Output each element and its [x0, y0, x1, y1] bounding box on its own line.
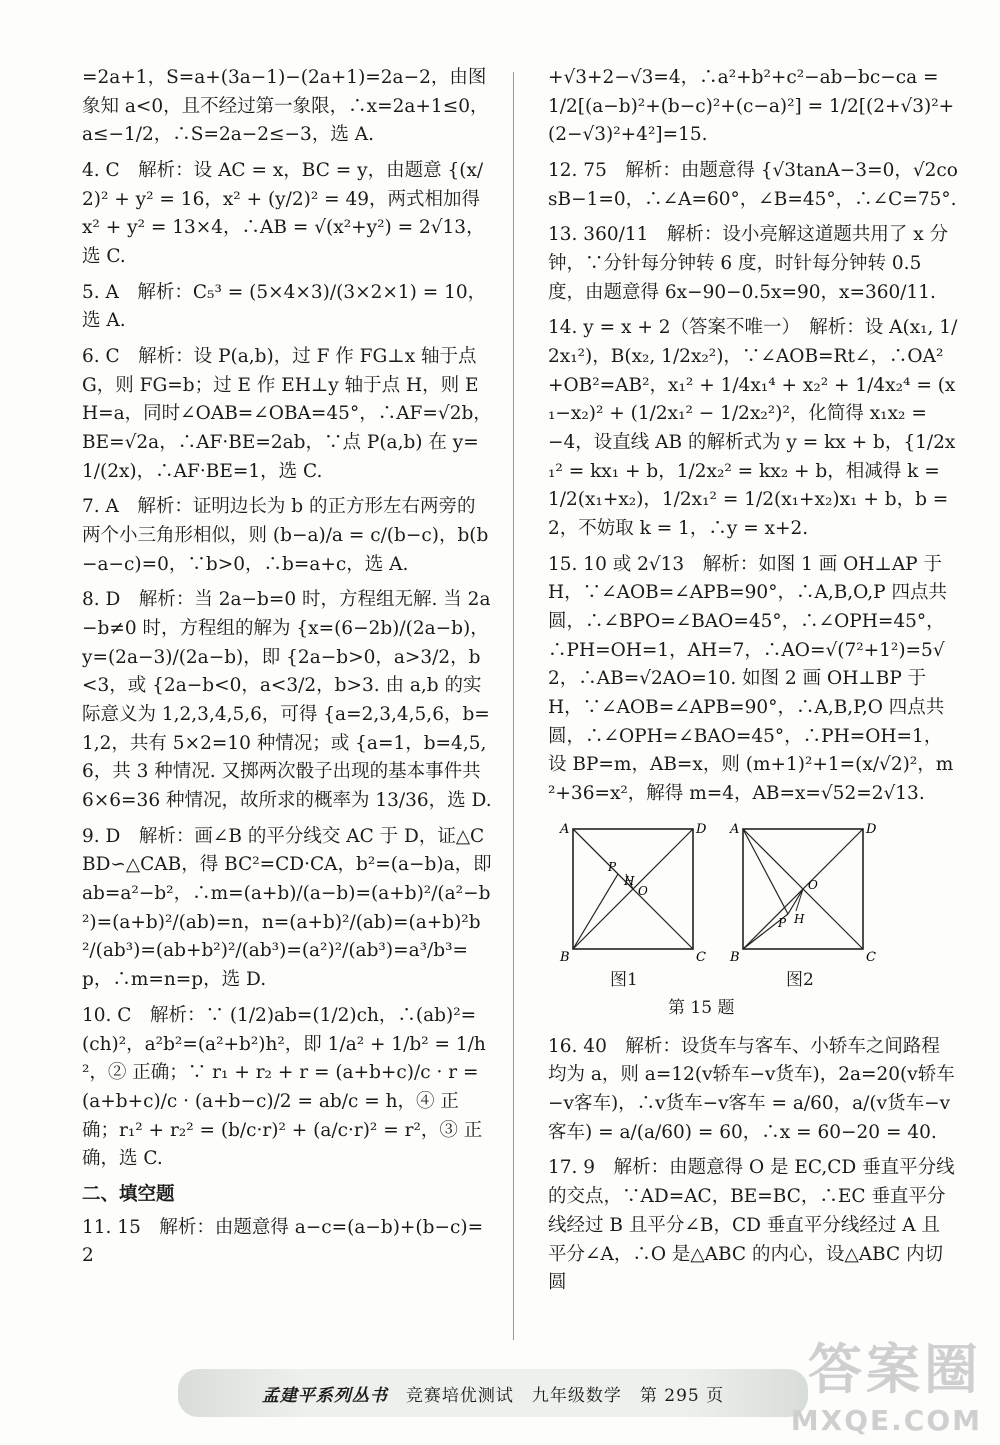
- figure-1-caption: 图1: [610, 969, 638, 990]
- fig1-label-A: A: [560, 821, 570, 837]
- watermark: [791, 1327, 982, 1437]
- watermark-logo-text: 答案圈: [808, 1338, 982, 1401]
- fig1-label-B: B: [560, 949, 570, 964]
- solution-15: 15. 10 或 2√13 解析：如图 1 画 OH⊥AP 于 H，∵∠AOB=∠APB=90°，∴A,B,O,P 四点共圆，∴∠BPO=∠BAO=45°，∴∠OPH=45°，∴PH=OH=1，AH=7，∴AO=√(7²+1²)=5√2，∴AB=√2AO=10. 如图 2 画 OH⊥BP 于 H，∵∠AOB=∠APB=90°，∴A,B,P,O 四点共圆，∴∠OPH=∠BAO=45°，∴PH=OH=1，设 BP=m，AB=x，则 (m+1)²+1=(x/√2)²，m²+36=x²，解得 m=4，AB=x=√52=2√13.: [548, 553, 954, 805]
- solution-4: 4. C 解析：设 AC = x，BC = y，由题意 {(x/2)² + y² = 16，x² + (y/2)² = 49，两式相加得 x² + y² = 13×4，∴AB = √(x²+y²) = 2√13，选 C.: [82, 160, 485, 268]
- footer-grade: 九年级数学: [531, 1385, 622, 1406]
- fig2-label-D: D: [866, 821, 877, 837]
- solution-14: 14. y = x + 2（答案不唯一） 解析：设 A(x₁, 1/2x₁²)，B(x₂, 1/2x₂²)，∵∠AOB=Rt∠，∴OA²+OB²=AB²，x₁² + 1/4x₁⁴ + x₂² + 1/4x₂⁴ = (x₁−x₂)² + (1/2x₁² − 1/2x₂²)²，化简得 x₁x₂ = −4，设直线 AB 的解析式为 y = kx + b，{1/2x₁² = kx₁ + b，1/2x₂² = kx₂ + b，相减得 k = 1/2(x₁+x₂)，1/2x₁² = 1/2(x₁+x₂)x₁ + b，b = 2，不妨取 k = 1，∴y = x+2.: [548, 317, 958, 540]
- solution-8: 8. D 解析：当 2a−b=0 时，方程组无解. 当 2a−b≠0 时，方程组的解为 {x=(6−2b)/(2a−b)，y=(2a−3)/(2a−b)，即 {2a−b>0，a>3/2，b<3，或 {2a−b<0，a<3/2，b>3. 由 a,b 的实际意义为 1,2,3,4,5,6，可得 {a=2,3,4,5,6，b=1,2，共有 5×2=10 种情况；或 {a=1，b=4,5,6，共 3 种情况. 又掷两次骰子出现的基本事件共 6×6=36 种情况，故所求的概率为 13/36，选 D.: [82, 589, 492, 812]
- footer-book-title: 竞赛培优测试: [405, 1385, 514, 1406]
- page-footer: [178, 1369, 808, 1417]
- solution-7: 7. A 解析：证明边长为 b 的正方形左右两旁的两个小三角形相似，则 (b−a)/a = c/(b−c)，b(b−a−c)=0，∵b>0，∴b=a+c，选 A.: [82, 496, 489, 575]
- solution-12: 12. 75 解析：由题意得 {√3tanA−3=0，√2cosB−1=0，∴∠A=60°，∠B=45°，∴∠C=75°.: [548, 160, 958, 210]
- fig1-label-O: O: [638, 883, 648, 898]
- figure-title: 第 15 题: [668, 997, 735, 1018]
- right-column: [548, 64, 958, 1305]
- column-divider: [513, 72, 514, 1340]
- fig2-label-P: P: [778, 915, 787, 930]
- fig1-label-C: C: [696, 949, 706, 964]
- watermark-url: MXQE.COM: [790, 1404, 982, 1437]
- fig2-label-H: H: [794, 911, 805, 926]
- fig2-label-C: C: [866, 949, 876, 964]
- fig2-label-A: A: [730, 821, 740, 837]
- fig1-label-H: H: [624, 873, 635, 888]
- figure-2-caption: 图2: [786, 969, 814, 990]
- footer-page-number: 第 295 页: [639, 1385, 725, 1406]
- section-heading-fill-in: 二、填空题: [82, 1183, 175, 1205]
- solution-line-3-end: =2a+1，S=a+(3a−1)−(2a+1)=2a−2，由图象知 a<0，且不经过第一象限，∴x=2a+1≤0，a≤−1/2，∴S=2a−2≤−3，选 A.: [82, 67, 489, 146]
- fig1-label-D: D: [696, 821, 707, 837]
- figure-problem-15: [548, 819, 958, 1029]
- solution-17: 17. 9 解析：由题意得 O 是 EC,CD 垂直平分线的交点，∵AD=AC，BE=BC，∴EC 垂直平分线经过 B 且平分∠B，CD 垂直平分线经过 A 且平分∠A，∴O 是△ABC 的内心，设△ABC 内切圆: [548, 1157, 955, 1294]
- fig1-label-P: P: [608, 859, 617, 874]
- solution-11-cont: +√3+2−√3=4，∴a²+b²+c²−ab−bc−ca = 1/2[(a−b)²+(b−c)²+(c−a)²] = 1/2[(2+√3)²+(2−√3)²+4²]=15.: [548, 67, 955, 146]
- fig2-label-B: B: [730, 949, 740, 964]
- solution-5: 5. A 解析：C₅³ = (5×4×3)/(3×2×1) = 10，选 A.: [82, 281, 487, 332]
- figure-1-diagram: [558, 819, 708, 964]
- figure-2-diagram: [728, 819, 878, 964]
- solution-16: 16. 40 解析：设货车与客车、小轿车之间路程均为 a，则 a=12(v轿车−v货车)，2a=20(v轿车−v客车)，∴v货车−v客车 = a/60，a/(v货车−v客车) = a/(a/60) = 60，∴x = 60−20 = 40.: [548, 1035, 955, 1143]
- solution-13: 13. 360/11 解析：设小亮解这道题共用了 x 分钟，∵分针每分钟转 6 度，时针每分钟转 0.5 度，由题意得 6x−90−0.5x=90，x=360/11.: [548, 224, 949, 303]
- left-column: [82, 64, 492, 1278]
- solution-10: 10. C 解析：∵ (1/2)ab=(1/2)ch，∴(ab)²=(ch)²，a²b²=(a²+b²)h²，即 1/a² + 1/b² = 1/h²，② 正确；∵ r₁ + r₂ + r = (a+b+c)/c · r = (a+b+c)/c · (a+b−c)/2 = ab/c = h，④ 正确；r₁² + r₂² = (b/c·r)² + (a/c·r)² = r²，③ 正确，选 C.: [82, 1004, 486, 1170]
- solution-9: 9. D 解析：画∠B 的平分线交 AC 于 D，证△CBD∽△CAB，得 BC²=CD·CA，b²=(a−b)a，即 ab=a²−b²，∴m=(a+b)/(a−b)=(a+b)²/(a²−b²)=(a+b)²/(ab)=n，n=(a+b)²/(ab)=(a+b)²b²/(ab³)=(ab+b²)²/(ab³)=(a²)²/(ab³)=a³/b³=p，∴m=n=p，选 D.: [82, 825, 492, 991]
- fig2-label-O: O: [808, 877, 818, 892]
- solution-11: 11. 15 解析：由题意得 a−c=(a−b)+(b−c)=2: [82, 1216, 484, 1267]
- solution-6: 6. C 解析：设 P(a,b)，过 F 作 FG⊥x 轴于点 G，则 FG=b；过 E 作 EH⊥y 轴于点 H，则 EH=a，同时∠OAB=∠OBA=45°，∴AF=√2b，BE=√2a，∴AF·BE=2ab，∵点 P(a,b) 在 y=1/(2x)，∴AF·BE=1，选 C.: [82, 346, 492, 482]
- footer-series: 孟建平系列丛书: [261, 1385, 388, 1406]
